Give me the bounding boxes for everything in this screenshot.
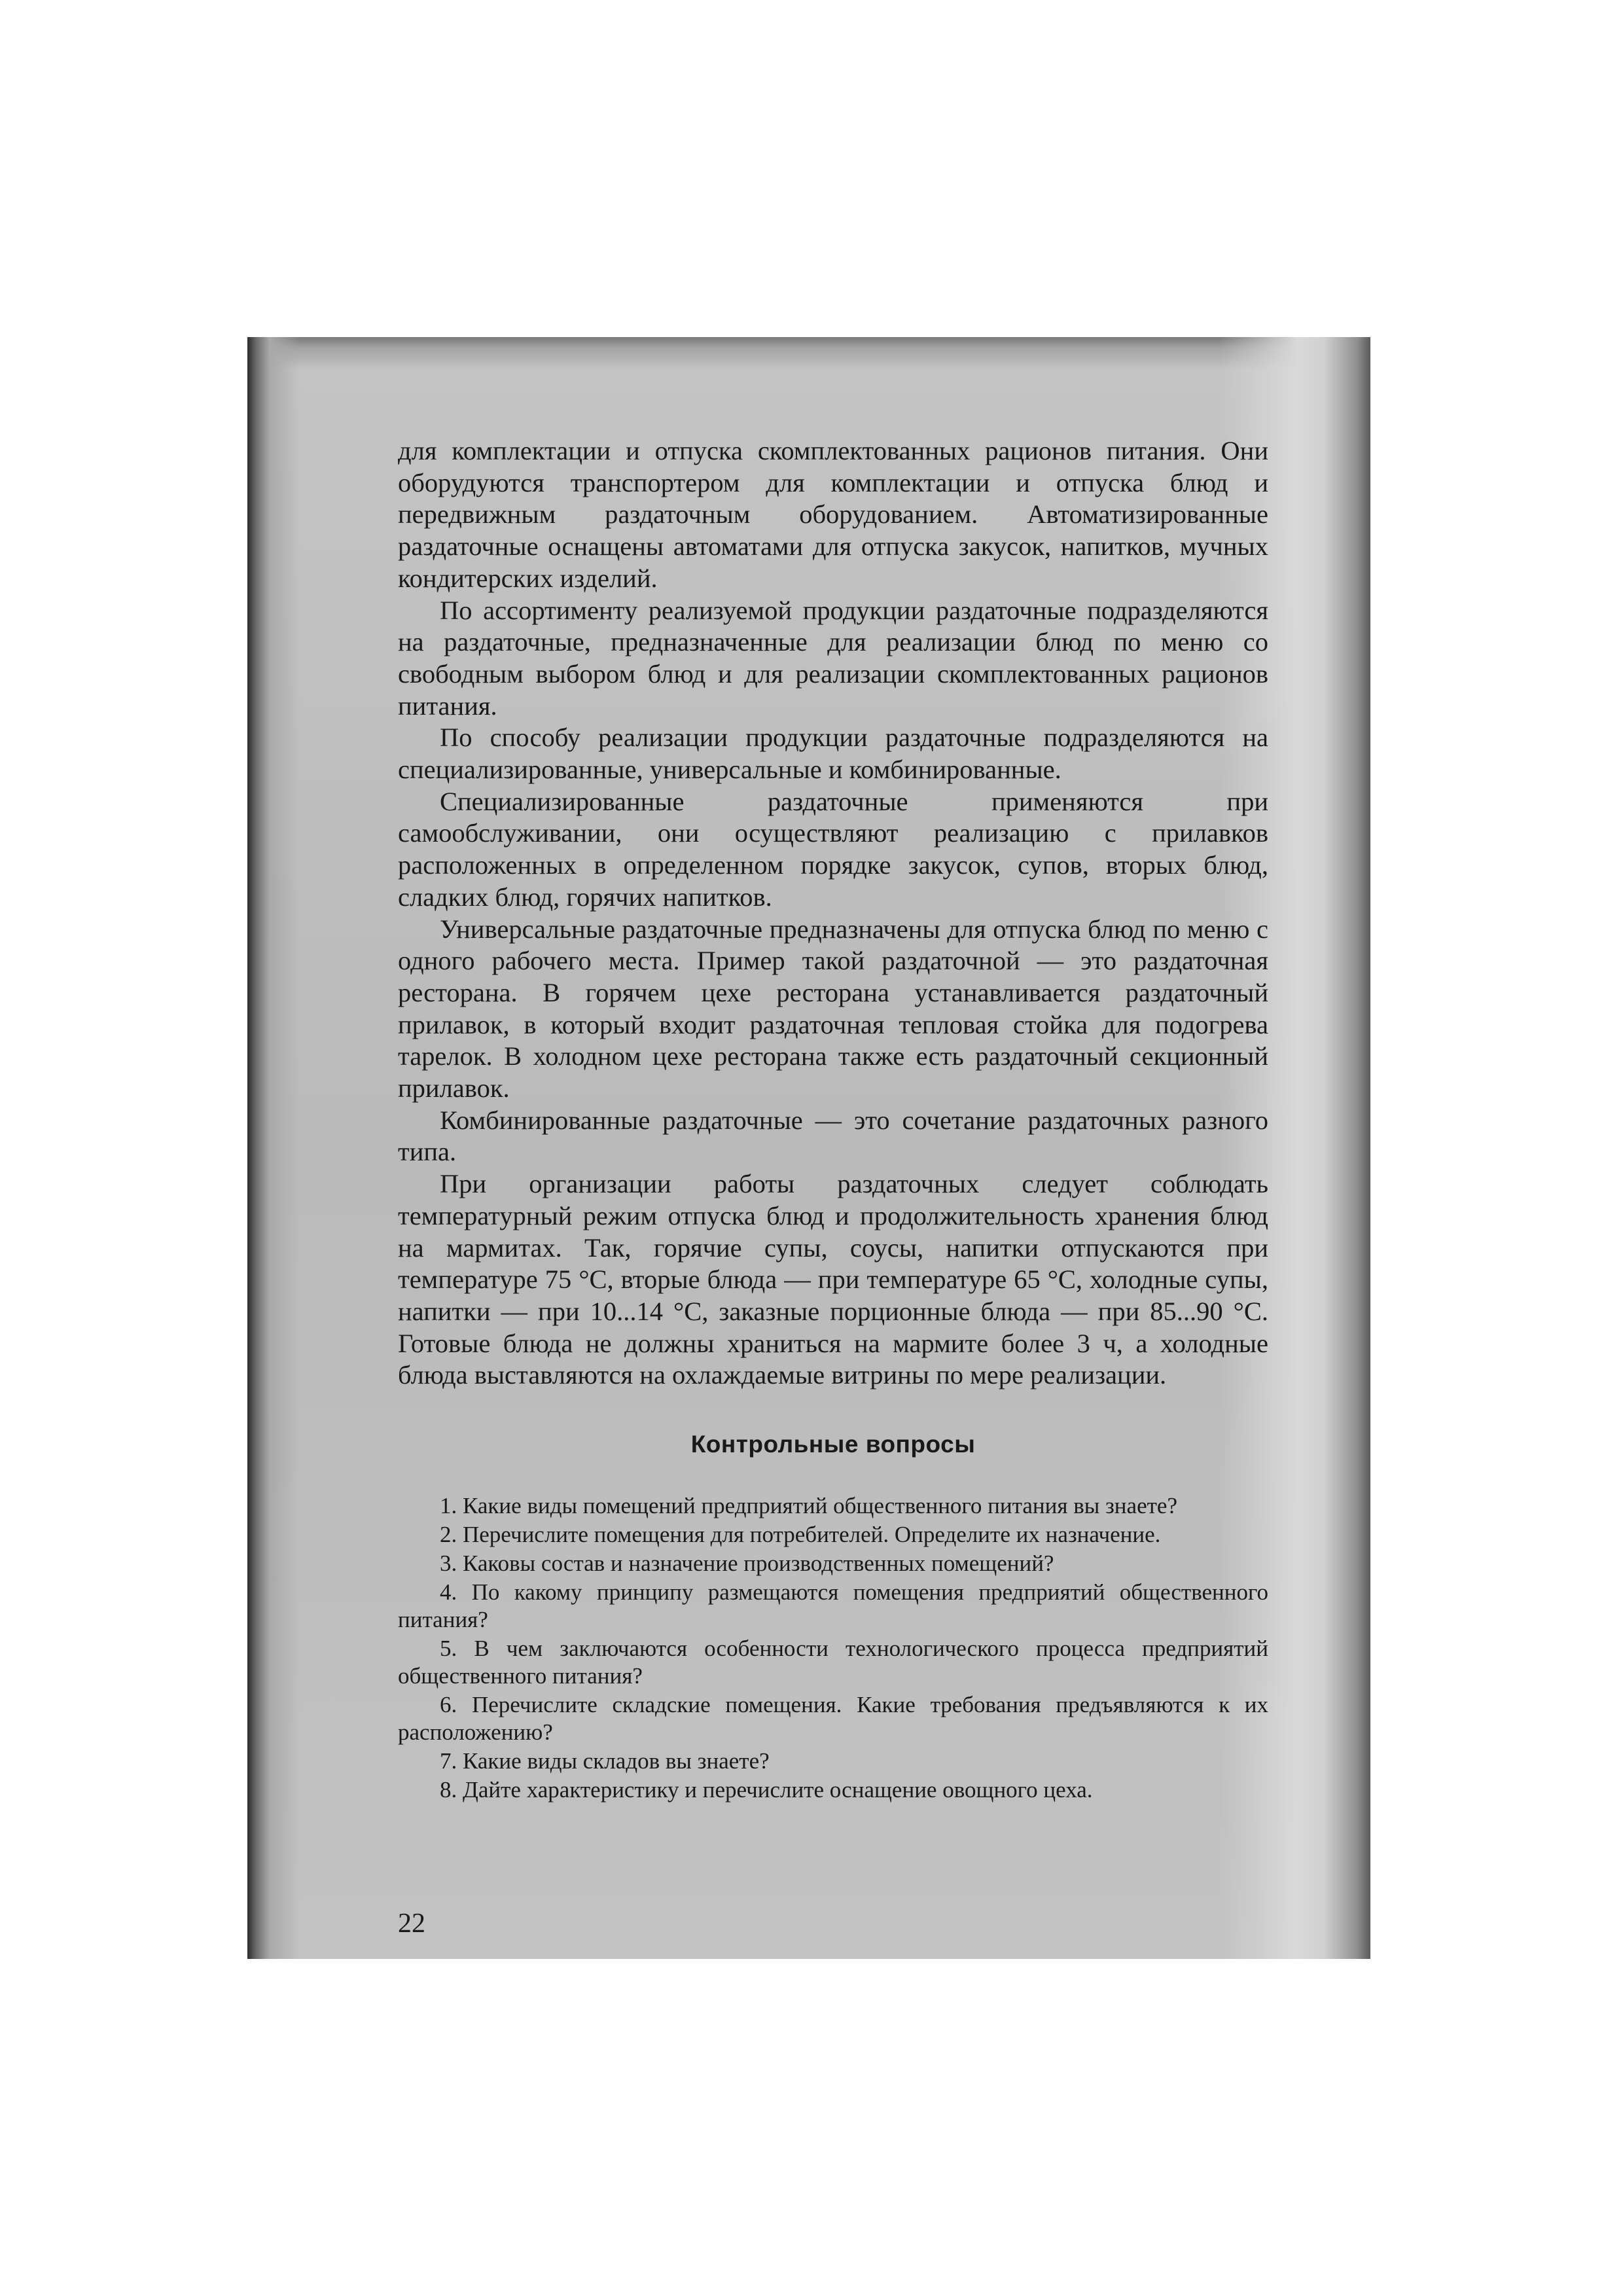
paragraph: По ассортименту реализуемой продукции раздаточные подразделяются на раздаточные, предназначенные для реализации блюд по меню со свободным выбором блюд и для реализации скомплектованных рационов питания.	[398, 595, 1268, 721]
paragraph: для комплектации и отпуска скомплектованных рационов питания. Они оборудуются транспортером для комплектации и отпуска блюд и передвижным раздаточным оборудованием. Автоматизированные раздаточные оснащены автоматами для отпуска закусок, напитков, мучных кондитерских изделий.	[398, 436, 1268, 593]
paragraph: По способу реализации продукции раздаточные подразделяются на специализированные, универсальные и комбинированные.	[398, 723, 1268, 785]
page-number: 22	[398, 1909, 425, 1939]
question-item: 4. По какому принципу размещаются помещения предприятий общественного питания?	[398, 1579, 1268, 1633]
question-item: 2. Перечислите помещения для потребителей. Определите их назначение.	[440, 1522, 1161, 1548]
paragraph: При организации работы раздаточных следует соблюдать температурный режим отпуска блюд и продолжительность хранения блюд на мармитах. Так, горячие супы, соусы, напитки отпускаются при температуре 75 °С, вторые блюда — при температуре 65 °С, холодные супы, напитки — при 10...14 °С, заказные порционные блюда — при 85...90 °С. Готовые блюда не должны храниться на мармите более 3 ч, а холодные блюда выставляются на охлаждаемые витрины по мере реализации.	[398, 1169, 1268, 1390]
section-heading: Контрольные вопросы	[690, 1431, 976, 1458]
body-text	[398, 435, 1268, 1805]
paragraph: Комбинированные раздаточные — это сочетание раздаточных разного типа.	[398, 1105, 1268, 1167]
question-item: 1. Какие виды помещений предприятий общественного питания вы знаете?	[440, 1493, 1177, 1519]
question-item: 5. В чем заключаются особенности технологического процесса предприятий общественного питания?	[398, 1636, 1268, 1689]
questions-list	[398, 1492, 1268, 1804]
question-item: 8. Дайте характеристику и перечислите оснащение овощного цеха.	[440, 1777, 1093, 1803]
question-item: 7. Какие виды складов вы знаете?	[440, 1748, 770, 1774]
question-item: 6. Перечислите складские помещения. Какие требования предъявляются к их расположению?	[398, 1692, 1268, 1746]
paragraph: Универсальные раздаточные предназначены для отпуска блюд по меню с одного рабочего места. Пример такой раздаточной — это раздаточная ресторана. В горячем цехе ресторана устанавливается раздаточный прилавок, в который входит раздаточная тепловая стойка для подогрева тарелок. В холодном цехе ресторана также есть раздаточный секционный прилавок.	[398, 914, 1268, 1103]
question-item: 3. Каковы состав и назначение производственных помещений?	[440, 1551, 1054, 1577]
paragraph: Специализированные раздаточные применяются при самообслуживании, они осуществляют реализацию с прилавков расположенных в определенном порядке закусок, супов, вторых блюд, сладких блюд, горячих напитков.	[398, 786, 1268, 912]
scanned-page	[247, 337, 1370, 1959]
